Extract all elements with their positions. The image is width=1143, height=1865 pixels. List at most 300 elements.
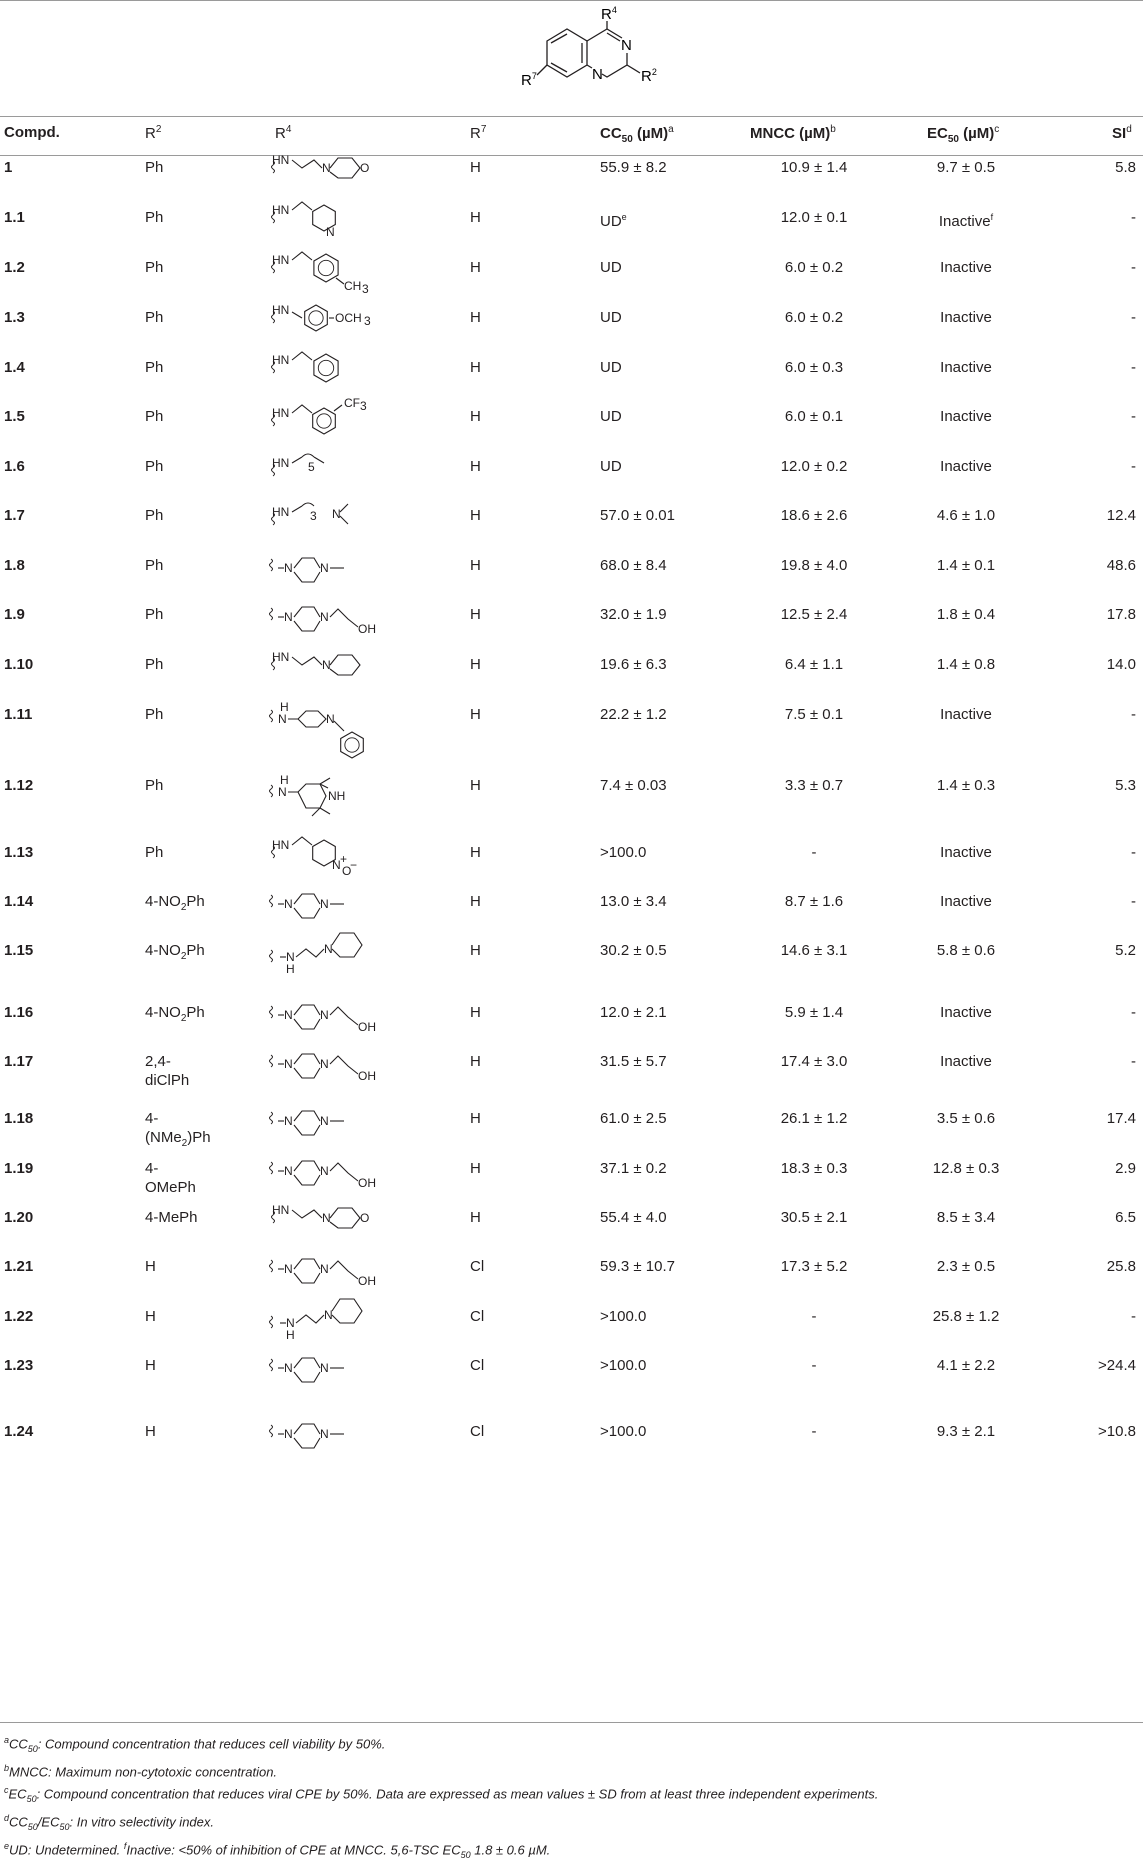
ec50-wrap [937,506,995,525]
r2-value [145,892,205,917]
si-text: - [1131,893,1136,910]
cc50-value [600,843,646,862]
si-text: - [1131,458,1136,475]
cc50-value [600,407,622,426]
h-label: H [286,1328,295,1342]
r7-value: H [470,259,481,276]
mncc-text: 12.0 ± 0.1 [780,209,848,226]
n-label: N [326,225,335,239]
r4-structure-drawing [272,699,402,749]
r7-value: H [470,458,481,475]
n-label: N [320,1057,329,1071]
ec50-text: 1.4 ± 0.1 [936,557,996,574]
ch3-label: CH [344,279,362,293]
r2-tail: Ph [186,1004,205,1021]
ec50-text: 9.7 ± 0.5 [936,159,996,176]
cc50-text: 61.0 ± 2.5 [600,1110,667,1127]
r2-text: 4-NO [145,942,181,959]
si-text: - [1131,844,1136,861]
ec50-text: Inactive [940,706,992,723]
si-text: 25.8 [1106,1258,1136,1275]
r4-structure [272,599,402,653]
compound-id: 1.10 [4,656,34,673]
r2-text: H [145,1423,156,1440]
cc50-text: >100.0 [600,1308,647,1325]
compound-id: 1.7 [4,507,25,524]
r7-value: H [470,408,481,425]
mncc-text: 10.9 ± 1.4 [780,159,848,176]
scaffold-r4-label: $R^4$ [601,5,617,23]
r2-text: Ph [145,844,164,861]
r7-value: H [470,1004,481,1021]
ec50-text: 4.1 ± 2.2 [936,1357,996,1374]
mncc-text: 5.9 ± 1.4 [784,1004,844,1021]
compound-id: 1.20 [4,1209,34,1226]
ec50-text: 12.8 ± 0.3 [932,1160,1000,1177]
r2-value [145,208,163,227]
r2-text: H [145,1357,156,1374]
mncc-text: 8.7 ± 1.6 [784,893,844,910]
ec50-wrap [937,1422,995,1441]
ec50-text: Inactive [940,893,992,910]
oh-label: OH [358,622,376,636]
r2-text: H [145,1258,156,1275]
cc50-text: 55.9 ± 8.2 [600,159,667,176]
n-label: N [284,897,293,911]
n-label: N [326,712,335,726]
footnote-d: $^dCC_{50}/EC_{50}$: In vitro selectivity index. [4,1813,214,1833]
cc50-text: 68.0 ± 8.4 [600,557,667,574]
mncc-text: 14.6 ± 3.1 [780,942,848,959]
mncc-text: 6.0 ± 0.2 [784,259,844,276]
si-text: 6.5 [1115,1209,1136,1226]
och3-label: OCH [335,311,362,325]
r4-structure-drawing [272,1350,402,1400]
ec50-wrap [940,705,992,724]
r4-structure [272,886,402,940]
r2-value [145,158,163,177]
r2-text: Ph [145,777,164,794]
r4-structure-drawing [272,252,402,302]
n-label: N [284,1008,293,1022]
compound-id: 1.9 [4,606,25,623]
r7-value: Cl [470,1423,485,1440]
r2-value [145,941,205,966]
oh-label: OH [358,1069,376,1083]
si-text: - [1131,209,1136,226]
ec50-wrap [937,1257,995,1276]
cc50-value [600,1208,667,1227]
r2-text: 4-NO [145,893,181,910]
cc50-text: UD [600,408,622,425]
r4-structure [272,1202,402,1256]
r7-value: H [470,777,481,794]
r4-structure [272,935,402,989]
cc50-text: 19.6 ± 6.3 [600,656,667,673]
si-text: 12.4 [1106,507,1136,524]
si-text: - [1131,1053,1136,1070]
r2-line2: (NMe [145,1129,182,1146]
hn-label: HN [272,353,290,367]
ec50-text: 1.8 ± 0.4 [936,606,996,623]
n-label: N [320,1164,329,1178]
cc50-text: 37.1 ± 0.2 [600,1160,667,1177]
header-r2: $R^2$ [145,124,162,142]
r4-structure [272,649,402,703]
ec50-text: 3.5 ± 0.6 [936,1110,996,1127]
mncc-text: 17.4 ± 3.0 [780,1053,848,1070]
r2-line2-sub: 2 [181,1138,188,1149]
r4-structure-drawing [272,1301,402,1351]
scaffold-n3-label: N [621,37,632,54]
cc50-text: >100.0 [600,844,647,861]
cc50-value [600,457,622,476]
cc50-value [600,358,622,377]
r4-structure-drawing [272,202,402,252]
r4-structure [272,770,402,824]
cc50-value [600,258,622,277]
r7-value: H [470,893,481,910]
r2-value [145,1422,156,1441]
oh-label: OH [358,1176,376,1190]
r7-value: Cl [470,1357,485,1374]
mncc-text: - [811,1423,817,1440]
compound-id: 1.16 [4,1004,34,1021]
n-label: N [284,1164,293,1178]
compound-id: 1.24 [4,1423,34,1440]
mncc-text: 6.0 ± 0.1 [784,408,844,425]
r7-value: H [470,1160,481,1177]
r2-sub: 2 [180,951,187,962]
r7-value: H [470,557,481,574]
cc50-text: 22.2 ± 1.2 [600,706,667,723]
hn-label: HN [272,303,290,317]
o-label: O [342,864,352,878]
cc50-text: 31.5 ± 5.7 [600,1053,667,1070]
r2-value [145,776,163,795]
r2-text: Ph [145,309,164,326]
n-label: N [320,1008,329,1022]
r2-value [145,1356,156,1375]
r7-value: H [470,507,481,524]
si-text: >24.4 [1098,1357,1136,1374]
r4-structure-drawing [272,152,402,202]
footnote-e-f: $^e$UD: Undetermined. $^f$Inactive: <50% of inhibition of CPE at MNCC. 5,6-TSC $EC_{50}$ 1.8 ± 0.6 µM. [4,1841,551,1861]
r4-structure-drawing [272,352,402,402]
hn-label: HN [272,838,290,852]
r4-structure-drawing [272,1251,402,1301]
cc50-text: UD [600,213,622,230]
ec50-wrap [937,941,995,960]
quinazoline-scaffold [485,5,660,109]
r4-structure-drawing [272,302,402,352]
hn-label: HN [272,505,290,519]
si-text: 5.3 [1115,777,1136,794]
r2-value [145,705,163,724]
mncc-text: 6.0 ± 0.3 [784,359,844,376]
footnote-a: $^aCC_{50}$: Compound concentration that reduces cell viability by 50%. [4,1735,386,1754]
r2-value [145,358,163,377]
cc50-text: 32.0 ± 1.9 [600,606,667,623]
r2-text: Ph [145,706,164,723]
r4-structure-drawing [272,935,402,985]
r2-value [145,457,163,476]
r4-structure [272,302,402,356]
r4-structure-drawing [272,1416,402,1466]
ec50-text: Inactive [940,259,992,276]
r2-value [145,1257,156,1276]
cc50-value [600,776,667,795]
r2-text: 4-MePh [145,1209,198,1226]
ec50-wrap [937,776,995,795]
ec50-wrap [940,457,992,476]
r4-structure-drawing [272,997,402,1047]
hn-label: HN [272,253,290,267]
h-label: H [280,700,289,714]
ec50-wrap [940,358,992,377]
si-text: >10.8 [1098,1423,1136,1440]
r7-value: H [470,159,481,176]
r2-text: Ph [145,507,164,524]
r2-text: Ph [145,359,164,376]
si-text: - [1131,259,1136,276]
cc50-value [600,506,675,525]
h-label: H [286,962,295,976]
r7-value: H [470,1209,481,1226]
n-label: N [286,1316,295,1330]
r4-structure [272,837,402,891]
si-text: 17.4 [1106,1110,1136,1127]
ec50-text: 1.4 ± 0.3 [936,777,996,794]
n-label: N [324,1308,333,1322]
ec50-text: Inactive [940,458,992,475]
n-label: N [320,561,329,575]
hn-label: HN [272,153,290,167]
mncc-text: 7.5 ± 0.1 [784,706,844,723]
oh-label: OH [358,1274,376,1288]
r4-structure-drawing [272,649,402,699]
si-text: 48.6 [1106,557,1136,574]
r2-text: H [145,1308,156,1325]
header-compd: Compd. [4,124,60,141]
n-label: N [320,1427,329,1441]
cc50-note: e [621,212,627,222]
hn-label: HN [272,1203,290,1217]
compound-id: 1.17 [4,1053,34,1070]
header-cc50: $CC_{50}$ $(\mu M)^a$ [600,124,674,145]
cc50-value [600,1003,667,1022]
r4-structure [272,699,402,753]
r4-structure [272,1103,402,1157]
ec50-wrap [937,556,995,575]
mncc-text: 6.4 ± 1.1 [784,656,844,673]
r7-value: H [470,209,481,226]
ec50-wrap [937,1208,995,1227]
compound-id: 1.21 [4,1258,34,1275]
ec50-text: 1.4 ± 0.8 [936,656,996,673]
r4-structure-drawing [272,599,402,649]
r4-structure-drawing [272,1153,402,1203]
si-text: - [1131,359,1136,376]
hn-label: HN [272,456,290,470]
r2-value [145,1159,196,1197]
r4-structure [272,1350,402,1404]
ec50-wrap [939,208,993,231]
ec50-wrap [937,1109,995,1128]
count-3-label: 3 [310,509,317,523]
r2-text: 4-NO [145,1004,181,1021]
count-5-label: 5 [308,460,315,474]
cc50-value [600,1159,667,1178]
r2-tail: Ph [186,942,205,959]
compound-id: 1.4 [4,359,25,376]
si-text: 2.9 [1115,1160,1136,1177]
compound-id: 1.2 [4,259,25,276]
compound-id: 1.3 [4,309,25,326]
cc50-value [600,208,627,231]
r2-value [145,1052,189,1090]
cc50-value [600,705,667,724]
header-r7: $R^7$ [470,124,487,142]
r7-value: H [470,606,481,623]
n-label: N [332,858,341,872]
r2-line2-tail: )Ph [187,1129,211,1146]
ch3-sub-label: 3 [362,282,369,296]
n-label: N [284,1057,293,1071]
mncc-text: - [811,1308,817,1325]
cc50-text: UD [600,359,622,376]
r2-value [145,506,163,525]
ec50-text: 25.8 ± 1.2 [932,1308,1000,1325]
n-label: N [324,942,333,956]
cc50-value [600,1052,667,1071]
r2-value [145,605,163,624]
ec50-note: f [990,212,994,222]
scaffold-r7-label: $R^7$ [521,71,537,89]
r4-structure [272,451,402,505]
r7-value: Cl [470,1258,485,1275]
mncc-text: 6.0 ± 0.2 [784,309,844,326]
ec50-text: Inactive [940,1004,992,1021]
compound-id: 1.6 [4,458,25,475]
r7-value: H [470,942,481,959]
r2-value [145,1109,211,1153]
ec50-wrap [933,1159,1000,1178]
r2-sub: 2 [180,1013,187,1024]
nh-label: NH [328,789,346,803]
ec50-text: Inactive [940,1053,992,1070]
r2-value [145,407,163,426]
compound-id: 1.1 [4,209,25,226]
r2-line2: diClPh [145,1072,190,1089]
table-header [0,116,1143,156]
r2-text: 4- [145,1160,159,1177]
r2-value [145,1003,205,1028]
r4-structure [272,1153,402,1207]
footnote-c: $^cEC_{50}$: Compound concentration that reduces viral CPE by 50%. Data are expressed as mean values ± SD from at least three independent experiments. [4,1785,879,1805]
n-label: N [284,1114,293,1128]
ec50-wrap [940,843,992,862]
si-text: 5.8 [1115,159,1136,176]
r4-structure [272,997,402,1051]
cc50-text: 59.3 ± 10.7 [600,1258,675,1275]
r4-structure-drawing [272,837,402,887]
r4-structure [272,1046,402,1100]
cc50-text: 57.0 ± 0.01 [600,507,675,524]
r4-structure-drawing [272,451,402,501]
n-label: N [322,161,331,175]
mncc-text: 3.3 ± 0.7 [784,777,844,794]
r2-text: Ph [145,656,164,673]
header-mncc: MNCC $(\mu M)^b$ [750,124,836,142]
cc50-value [600,892,667,911]
si-text: - [1131,309,1136,326]
n-label: N [322,658,331,672]
compound-id: 1.15 [4,942,34,959]
cc50-value [600,1356,646,1375]
compound-id: 1.12 [4,777,34,794]
r2-text: Ph [145,408,164,425]
compound-id: 1.14 [4,893,34,910]
r2-value [145,308,163,327]
compound-id: 1.18 [4,1110,34,1127]
cc50-value [600,605,667,624]
ec50-wrap [937,1356,995,1375]
cc50-text: 13.0 ± 3.4 [600,893,667,910]
si-text: 14.0 [1106,656,1136,673]
r2-text: Ph [145,557,164,574]
r2-value [145,258,163,277]
si-text: - [1131,408,1136,425]
footnote-b: $^b$MNCC: Maximum non-cytotoxic concentration. [4,1762,278,1780]
n-label: N [284,1427,293,1441]
mncc-text: 17.3 ± 5.2 [780,1258,848,1275]
r4-structure [272,1416,402,1470]
r4-structure-drawing [272,500,402,550]
r2-text: Ph [145,209,164,226]
r4-structure [272,500,402,554]
ec50-text: 5.8 ± 0.6 [936,942,996,959]
r4-structure [272,1251,402,1305]
compound-id: 1 [4,159,13,176]
ec50-text: Inactive [940,408,992,425]
ec50-wrap [940,308,992,327]
cc50-text: >100.0 [600,1423,647,1440]
n-label: N [332,507,341,521]
cc50-text: 12.0 ± 2.1 [600,1004,667,1021]
ec50-text: 4.6 ± 1.0 [936,507,996,524]
r2-tail: Ph [186,893,205,910]
cc50-text: >100.0 [600,1357,647,1374]
r7-value: H [470,706,481,723]
r4-structure-drawing [272,770,402,820]
r4-structure [272,352,402,406]
n-label: N [278,712,287,726]
cc50-value [600,1109,667,1128]
mncc-text: 12.0 ± 0.2 [780,458,848,475]
n-label: N [320,610,329,624]
minus-label: − [350,858,358,872]
cc50-value [600,655,667,674]
mncc-text: 18.3 ± 0.3 [780,1160,848,1177]
mncc-text: 30.5 ± 2.1 [780,1209,848,1226]
mncc-text: 26.1 ± 1.2 [780,1110,848,1127]
cf3-sub-label: 3 [360,399,367,413]
r4-structure-drawing [272,396,402,451]
compound-id: 1.19 [4,1160,34,1177]
r4-structure-drawing [272,1202,402,1252]
r2-value [145,1307,156,1326]
